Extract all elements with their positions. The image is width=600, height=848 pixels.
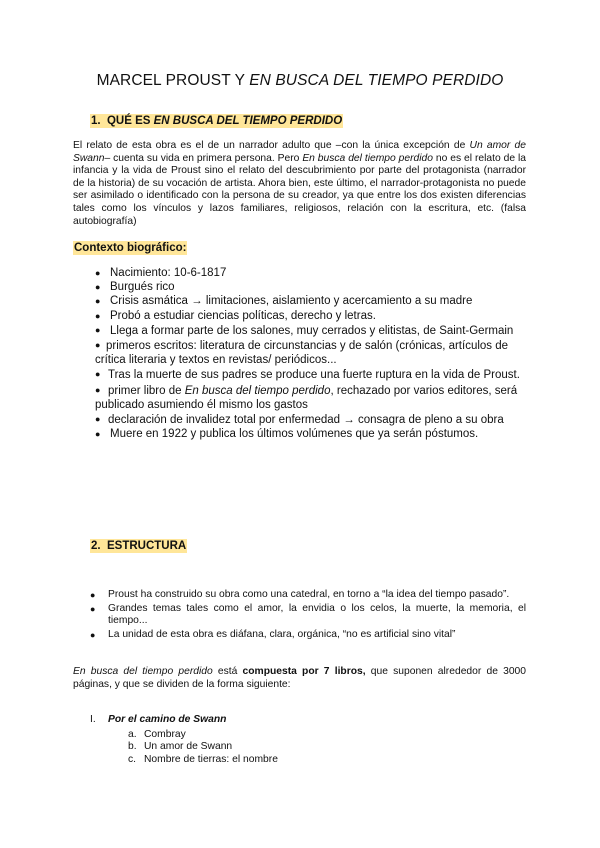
biography-list xyxy=(95,266,525,441)
list-item xyxy=(95,280,525,294)
books-intro-italic: En busca del tiempo perdido xyxy=(73,666,213,677)
list-item-text: primer libro de xyxy=(108,384,185,397)
intro-italic: Un amor de Swann xyxy=(73,140,526,164)
list-letter: b. xyxy=(128,741,137,753)
section-heading-2 xyxy=(90,539,187,553)
intro-paragraph xyxy=(73,140,526,228)
intro-italic: En busca del tiempo perdido xyxy=(302,152,433,164)
bullet-icon: ● xyxy=(95,414,101,425)
list-letter: c. xyxy=(128,753,137,765)
list-item xyxy=(95,383,525,412)
document-title xyxy=(0,72,600,90)
list-item xyxy=(128,754,278,767)
list-item xyxy=(95,309,525,323)
list-item-text: Tras la muerte de sus padres se produce una fuerte ruptura en la vida de Proust. xyxy=(108,369,520,382)
list-item xyxy=(95,266,525,280)
bullet-icon: ● xyxy=(95,310,101,321)
list-item-text: Muere en 1922 y publica los últimos volúmenes que ya serán póstumos. xyxy=(110,428,479,441)
section-label: ESTRUCTURA xyxy=(106,540,187,552)
bullet-icon: ● xyxy=(95,324,101,335)
intro-text: El relato de esta obra es el de un narrador adulto que –con la única excepción de xyxy=(73,140,470,151)
list-item xyxy=(90,603,526,628)
bullet-icon: ● xyxy=(95,282,101,293)
list-item-text: Llega a formar parte de los salones, muy cerrados y elitistas, de Saint-Germain xyxy=(110,324,514,337)
title-italic-text: EN BUSCA DEL TIEMPO PERDIDO xyxy=(249,72,504,89)
bullet-icon: ● xyxy=(95,268,101,278)
section-label: QUÉ ES xyxy=(106,115,154,127)
list-item-text: Un amor de Swann xyxy=(144,741,233,753)
list-item xyxy=(95,338,525,367)
list-letter: a. xyxy=(128,728,137,740)
intro-text: no es el relato de la infancia y la vida de Proust sino el relato del descubrimiento por parte del protagonista (narrador de la historia) de su vocación de artista. Ahora bien, este último, el narrador-protagonista no puede ser asimilado o identificado con la persona de su creador, ya que entre los dos existen diferencias tales como los vínculos y lazos familiares, religiosos, relación con la escritura, etc. (falsa autobiografía) xyxy=(73,152,526,227)
list-item-text: Combray xyxy=(144,728,186,740)
list-item-text: declaración de invalidez total por enfermedad → consagra de pleno a su obra xyxy=(108,414,504,427)
list-item xyxy=(95,367,525,382)
bullet-icon: ● xyxy=(90,629,96,640)
list-item xyxy=(95,294,525,308)
list-item-text: Proust ha construido su obra como una catedral, en torno a “la idea del tiempo pasado”. xyxy=(108,589,510,600)
list-item xyxy=(95,412,525,427)
list-item-text: , rechazado por varios editores, será publicado asumiendo él mismo los gastos xyxy=(95,384,518,411)
bullet-icon: ● xyxy=(95,384,101,395)
bullet-icon: ● xyxy=(95,296,101,307)
section-label-italic: EN BUSCA DEL TIEMPO PERDIDO xyxy=(153,115,343,127)
context-heading: Contexto biográfico: xyxy=(74,242,187,254)
section-number: 2. xyxy=(91,540,101,552)
list-item xyxy=(90,589,526,602)
list-item xyxy=(95,427,525,441)
list-item-text: Nacimiento: 10-6-1817 xyxy=(110,267,227,279)
book-numeral: I. xyxy=(90,714,96,725)
books-list xyxy=(90,714,278,766)
books-intro-text: está xyxy=(212,666,243,677)
list-item-text: Probó a estudiar ciencias políticas, derecho y letras. xyxy=(110,309,376,322)
section-heading-1 xyxy=(90,114,343,128)
list-item-text: Crisis asmática → limitaciones, aislamiento y acercamiento a su madre xyxy=(110,295,473,308)
bullet-icon: ● xyxy=(90,590,96,600)
list-item-text: Nombre de tierras: el nombre xyxy=(144,753,278,765)
intro-text: – cuenta su vida en primera persona. Pero xyxy=(104,152,303,164)
structure-list xyxy=(90,589,526,642)
list-item-text: primeros escritos: literatura de circunstancias y de salón (crónicas, artículos de crítica literaria y textos en revistas/ periódicos... xyxy=(95,340,509,367)
list-item xyxy=(128,729,278,742)
list-item-text: La unidad de esta obra es diáfana, clara, orgánica, “no es artificial sino vital” xyxy=(108,628,456,640)
book-parts-list xyxy=(90,729,278,767)
books-intro-paragraph xyxy=(73,666,526,691)
bullet-icon: ● xyxy=(90,603,96,614)
books-intro-bold: compuesta por 7 libros, xyxy=(242,666,366,677)
books-intro-text: que suponen alrededor de 3000 páginas, y que se dividen de la forma siguiente: xyxy=(73,666,526,690)
list-item xyxy=(95,323,525,338)
book-title: Por el camino de Swann xyxy=(108,714,227,725)
bullet-icon: ● xyxy=(95,429,101,440)
list-item-text: Grandes temas tales como el amor, la envidia o los celos, la muerte, la memoria, el tiempo... xyxy=(108,602,526,627)
list-item xyxy=(90,629,526,642)
bullet-icon: ● xyxy=(95,340,101,351)
list-item-text: Burgués rico xyxy=(110,281,175,294)
section-number: 1. xyxy=(91,115,101,127)
bullet-icon: ● xyxy=(95,369,101,380)
list-item xyxy=(128,741,278,754)
title-text: MARCEL PROUST Y xyxy=(96,72,250,89)
list-item-italic: En busca del tiempo perdido xyxy=(184,384,331,397)
book-item xyxy=(90,714,278,727)
